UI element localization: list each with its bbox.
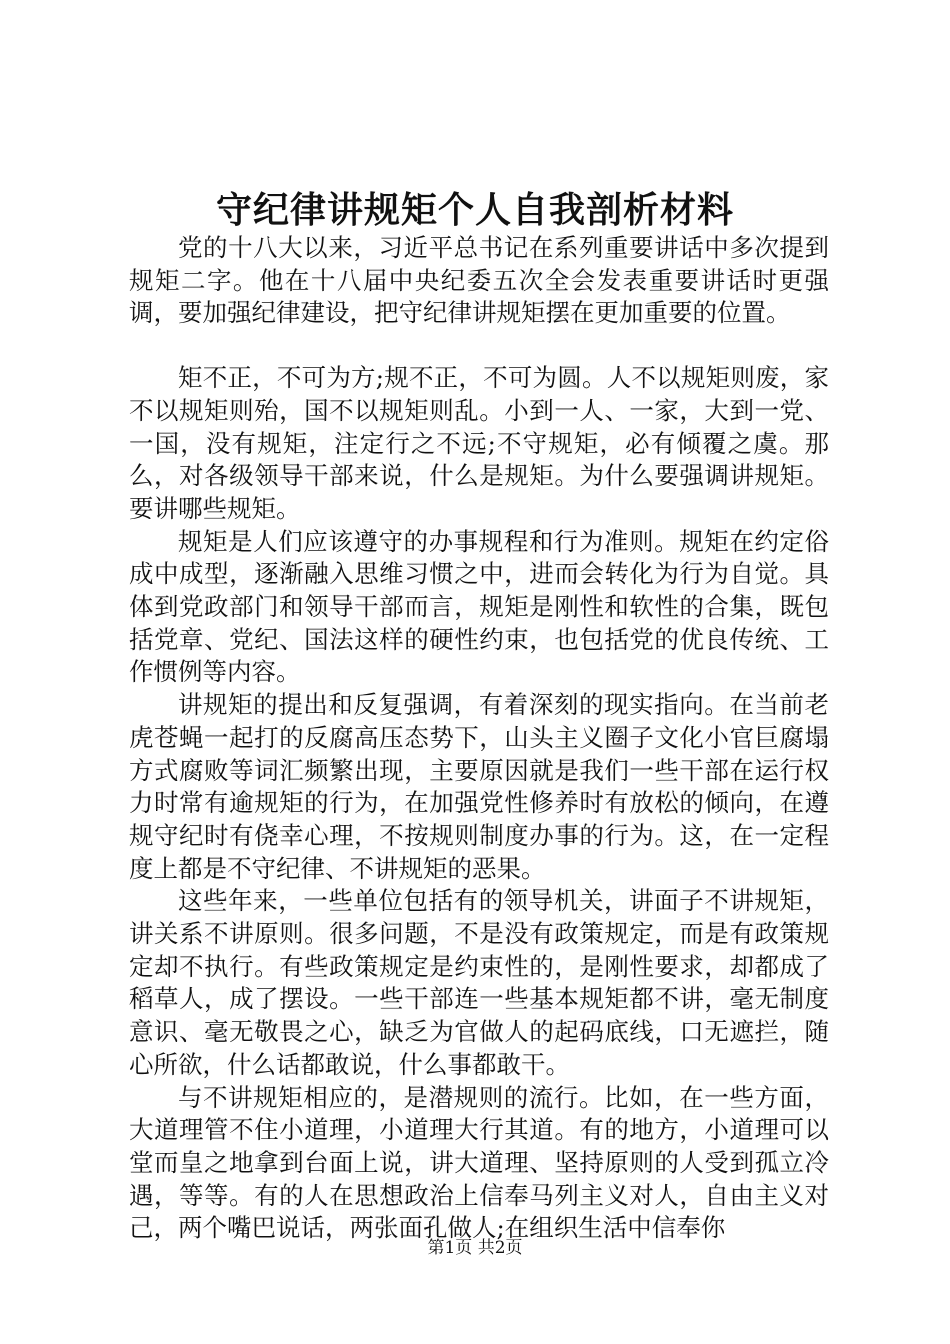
paragraph-2: 矩不正，不可为方;规不正，不可为圆。人不以规矩则废，家不以规矩则殆，国不以规矩则乱。小到一人、一家，大到一党、一国，没有规矩，注定行之不远;不守规矩，必有倾覆之虞。那么，对各级领导干部来说，什么是规矩。为什么要强调讲规矩。要讲哪些规矩。	[129, 363, 829, 523]
paragraph-5: 这些年来，一些单位包括有的领导机关，讲面子不讲规矩，讲关系不讲原则。很多问题，不是没有政策规定，而是有政策规定却不执行。有些政策规定是约束性的，是刚性要求，却都成了稻草人，成了摆设。一些干部连一些基本规矩都不讲，毫无制度意识、毫无敬畏之心，缺乏为官做人的起码底线，口无遮拦，随心所欲，什么话都敢说，什么事都敢干。	[129, 886, 829, 1079]
document-title: 守纪律讲规矩个人自我剖析材料	[215, 189, 734, 231]
paragraph-6: 与不讲规矩相应的，是潜规则的流行。比如，在一些方面，大道理管不住小道理，小道理大行其道。有的地方，小道理可以堂而皇之地拿到台面上说，讲大道理、坚持原则的人受到孤立冷遇，等等。有的人在思想政治上信奉马列主义对人，自由主义对己，两个嘴巴说话，两张面孔做人;在组织生活中信奉你	[129, 1082, 829, 1243]
paragraph-1: 党的十八大以来，习近平总书记在系列重要讲话中多次提到规矩二字。他在十八届中央纪委五次全会发表重要讲话时更强调，要加强纪律建设，把守纪律讲规矩摆在更加重要的位置。	[129, 233, 829, 328]
document-body	[129, 232, 829, 1245]
paragraph-3: 规矩是人们应该遵守的办事规程和行为准则。规矩在约定俗成中成型，逐渐融入思维习惯之中，进而会转化为行为自觉。具体到党政部门和领导干部而言，规矩是刚性和软性的合集，既包括党章、党纪、国法这样的硬性约束，也包括党的优良传统、工作惯例等内容。	[129, 526, 829, 687]
paragraph-4: 讲规矩的提出和反复强调，有着深刻的现实指向。在当前老虎苍蝇一起打的反腐高压态势下，山头主义圈子文化小官巨腐塌方式腐败等词汇频繁出现，主要原因就是我们一些干部在运行权力时常有逾规矩的行为，在加强党性修养时有放松的倾向，在遵规守纪时有侥幸心理，不按规则制度办事的行为。这，在一定程度上都是不守纪律、不讲规矩的恶果。	[129, 690, 829, 883]
page-number-footer: 第1页 共2页	[427, 1238, 523, 1258]
